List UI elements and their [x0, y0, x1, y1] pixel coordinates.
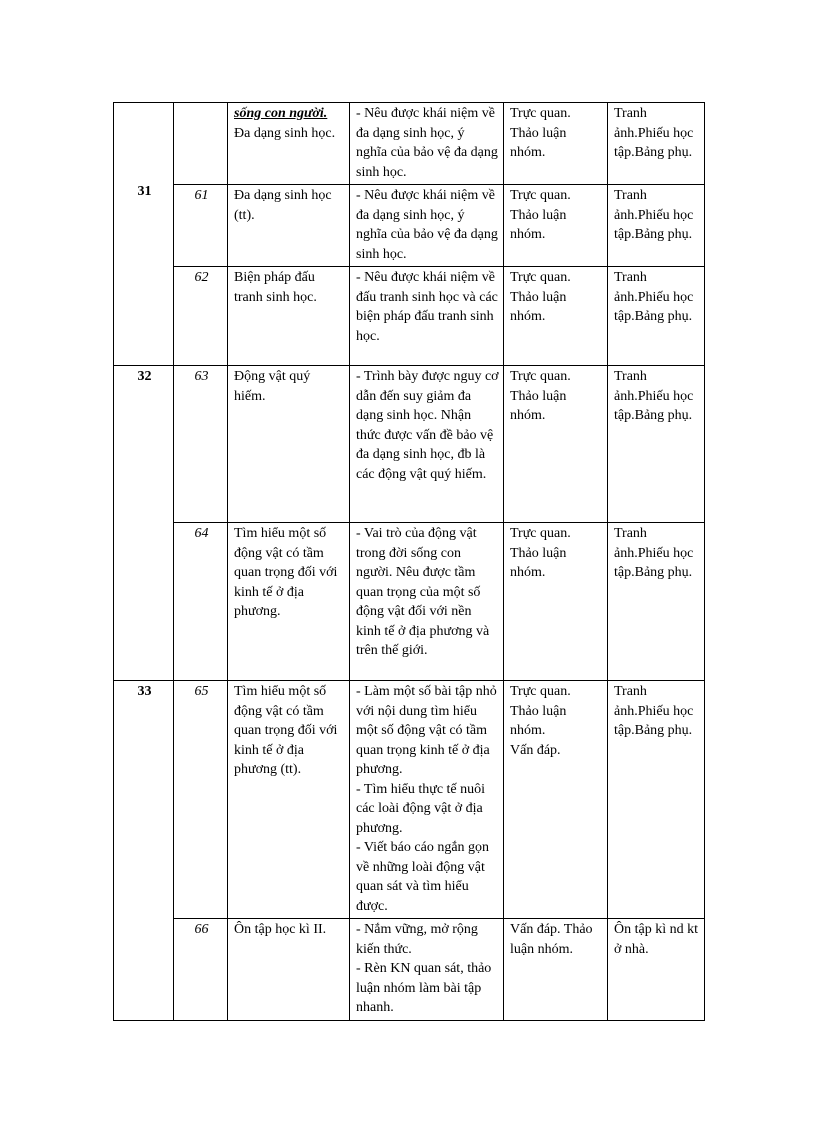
lesson-title: Biện pháp đấu tranh sinh học.: [234, 270, 317, 305]
lesson-number-cell: [174, 103, 228, 185]
method-item: Thảo luận nhóm.: [510, 207, 567, 242]
lesson-number-cell: 63: [174, 366, 228, 523]
lesson-title: Đa dạng sinh học (tt).: [234, 188, 332, 223]
table-row: [114, 366, 705, 523]
lesson-methods-cell: [504, 366, 608, 523]
lesson-tools-cell: Tranh ảnh.Phiếu học tập.Bảng phụ.: [608, 523, 705, 681]
lesson-methods-cell: [504, 103, 608, 185]
table-row: [114, 919, 705, 1021]
lesson-title-cell: [228, 185, 350, 267]
lesson-goals-cell: [350, 919, 504, 1021]
week-cell: 32: [114, 366, 174, 681]
method-item: Trực quan.: [510, 188, 571, 203]
lesson-methods-cell: [504, 185, 608, 267]
goal-item: - Rèn KN quan sát, thảo luận nhóm làm bài tập nhanh.: [356, 961, 492, 1015]
goal-item: - Trình bày được nguy cơ dẫn đến suy giảm đa dạng sinh học. Nhận thức được vấn đề bảo vệ đa dạng sinh học, đb là các động vật quý hiếm.: [356, 369, 499, 482]
goal-item: - Nêu được khái niệm về đấu tranh sinh học và các biện pháp đấu tranh sinh học.: [356, 270, 498, 344]
method-item: Vấn đáp. Thảo luận nhóm.: [510, 922, 593, 957]
goal-item: - Vai trò của động vật trong đời sống con người. Nêu được tầm quan trọng của một số động vật đối với nền kinh tế ở địa phương và trên thế giới.: [356, 526, 490, 658]
lesson-methods-cell: [504, 681, 608, 919]
goal-item: - Nêu được khái niệm về đa dạng sinh học, ý nghĩa của bảo vệ đa dạng sinh học.: [356, 106, 498, 180]
method-item: Trực quan.: [510, 369, 571, 384]
goal-item: - Nắm vững, mở rộng kiến thức.: [356, 922, 478, 957]
table-row: [114, 523, 705, 681]
lesson-tools-cell: Tranh ảnh.Phiếu học tập.Bảng phụ.: [608, 681, 705, 919]
goal-item: - Nêu được khái niệm về đa dạng sinh học, ý nghĩa của bảo vệ đa dạng sinh học.: [356, 188, 498, 262]
lesson-title-cell: [228, 919, 350, 1021]
lesson-title-cell: [228, 523, 350, 681]
lesson-tools-cell: Tranh ảnh.Phiếu học tập.Bảng phụ.: [608, 185, 705, 267]
method-item: Thảo luận nhóm.: [510, 545, 567, 580]
lesson-title-cell: [228, 103, 350, 185]
week-cell: 33: [114, 681, 174, 1021]
lesson-goals-cell: [350, 185, 504, 267]
goal-item: - Làm một số bài tập nhỏ với nội dung tìm hiểu một số động vật có tầm quan trọng kinh tế ở địa phương.: [356, 684, 497, 777]
week-cell: 31: [114, 103, 174, 366]
method-item: Thảo luận nhóm.: [510, 289, 567, 324]
lesson-title-cell: [228, 681, 350, 919]
lesson-goals-cell: [350, 523, 504, 681]
lesson-methods-cell: [504, 523, 608, 681]
lesson-goals-cell: [350, 267, 504, 366]
lesson-title: Ôn tập học kì II.: [234, 922, 327, 937]
method-item: Trực quan.: [510, 270, 571, 285]
lesson-tools-cell: Ôn tập kì nd kt ở nhà.: [608, 919, 705, 1021]
method-item: Thảo luận nhóm.: [510, 125, 567, 160]
lesson-number-cell: 65: [174, 681, 228, 919]
table-row: [114, 103, 705, 185]
lesson-goals-cell: [350, 681, 504, 919]
lesson-number-cell: 66: [174, 919, 228, 1021]
lesson-goals-cell: [350, 366, 504, 523]
lesson-number-cell: 64: [174, 523, 228, 681]
table-row: [114, 681, 705, 919]
lesson-plan-table: [113, 102, 705, 1021]
method-item: Trực quan.: [510, 526, 571, 541]
lesson-title: Tìm hiểu một số động vật có tầm quan trọng đối với kinh tế ở địa phương (tt).: [234, 684, 338, 777]
method-item: Trực quan.: [510, 684, 571, 699]
method-item: Vấn đáp.: [510, 742, 561, 758]
lesson-goals-cell: [350, 103, 504, 185]
table-row: [114, 185, 705, 267]
lesson-tools-cell: Tranh ảnh.Phiếu học tập.Bảng phụ.: [608, 366, 705, 523]
lesson-tools-cell: Tranh ảnh.Phiếu học tập.Bảng phụ.: [608, 267, 705, 366]
lesson-title-emphasis: sống con người.: [234, 106, 328, 121]
lesson-title-cell: [228, 366, 350, 523]
table-row: [114, 267, 705, 366]
lesson-number-cell: 61: [174, 185, 228, 267]
lesson-title: Động vật quý hiếm.: [234, 369, 311, 404]
method-item: Thảo luận nhóm.: [510, 388, 567, 423]
goal-item: - Viết báo cáo ngắn gọn về những loài động vật quan sát và tìm hiểu được.: [356, 840, 490, 914]
lesson-title: Đa dạng sinh học.: [234, 125, 336, 141]
lesson-methods-cell: [504, 919, 608, 1021]
lesson-title-cell: [228, 267, 350, 366]
lesson-number-cell: 62: [174, 267, 228, 366]
lesson-tools-cell: Tranh ảnh.Phiếu học tập.Bảng phụ.: [608, 103, 705, 185]
lesson-title: Tìm hiểu một số động vật có tầm quan trọng đối với kinh tế ở địa phương.: [234, 526, 338, 619]
lesson-methods-cell: [504, 267, 608, 366]
method-item: Trực quan.: [510, 106, 571, 121]
method-item: Thảo luận nhóm.: [510, 703, 567, 738]
goal-item: - Tìm hiểu thực tế nuôi các loài động vật ở địa phương.: [356, 781, 486, 836]
